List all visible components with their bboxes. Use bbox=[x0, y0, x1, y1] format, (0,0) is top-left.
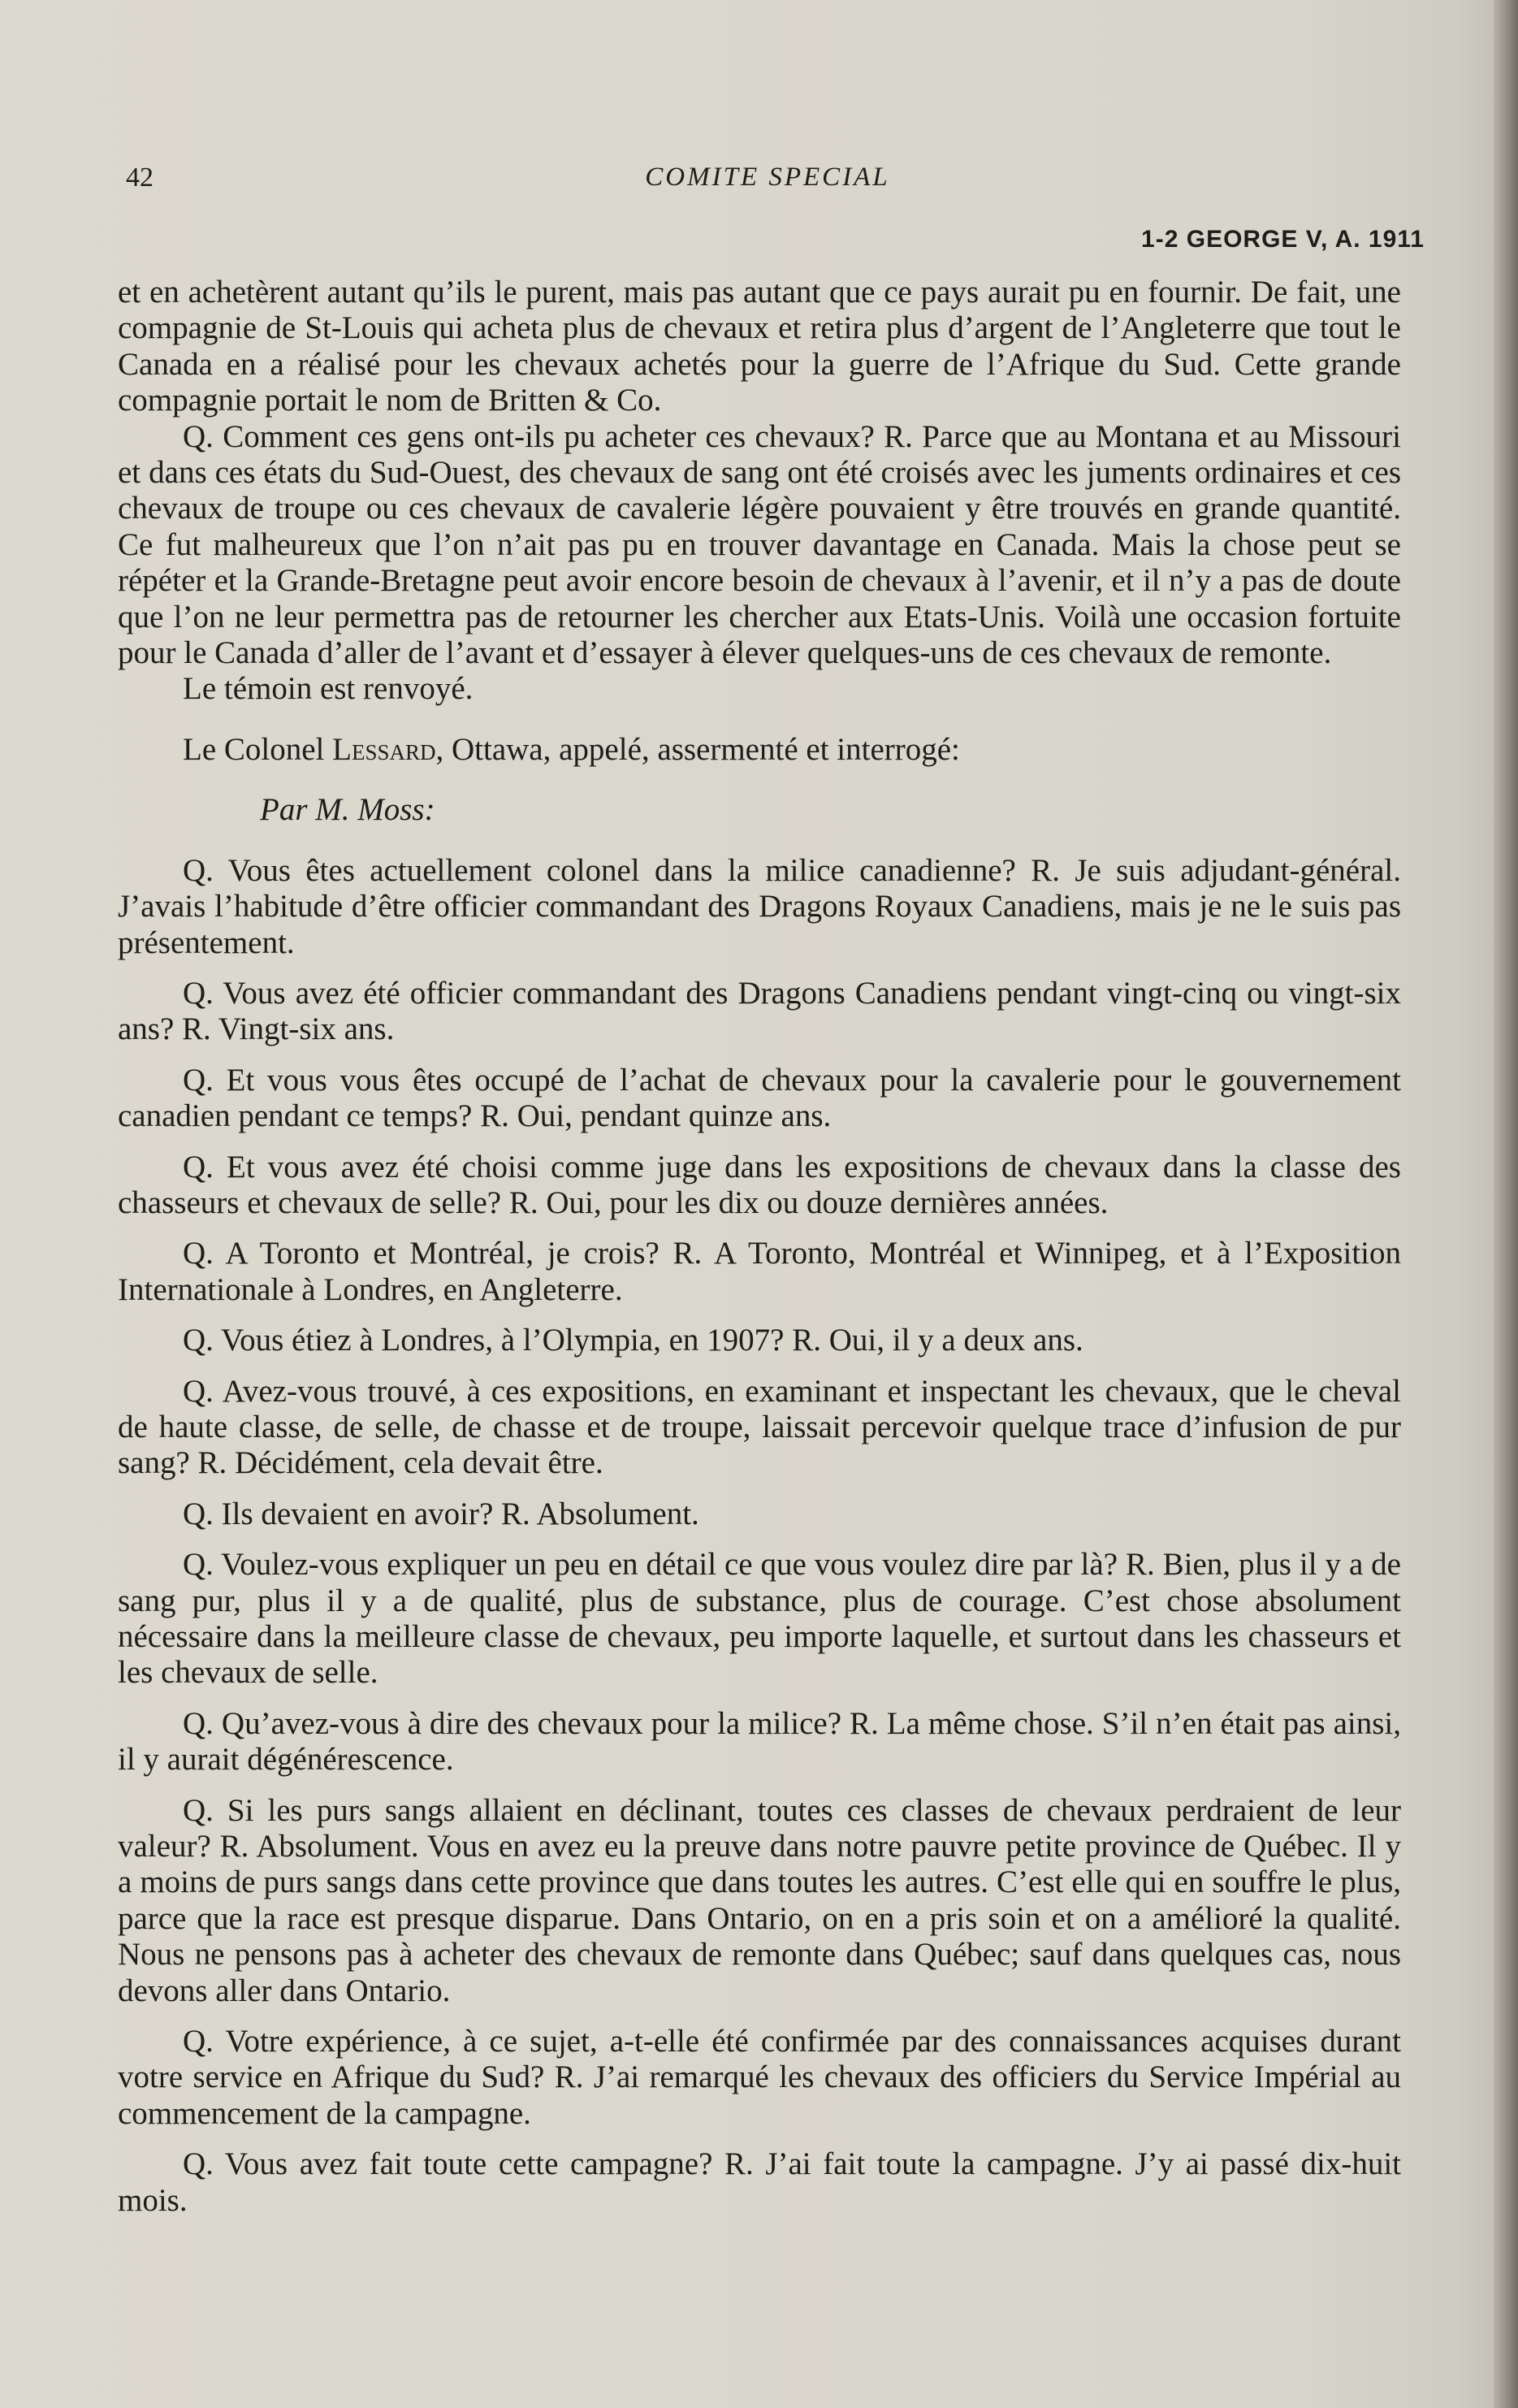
witness-prefix: Le Colonel bbox=[183, 731, 325, 767]
qa-paragraph: Q. Avez-vous trouvé, à ces expositions, en examinant et inspectant les chevaux, que le cheval de haute classe, de selle, de chasse et de troupe, laissait percevoir quelque trace d’infusion de pur sang? R. Décidément, cela devait être. bbox=[118, 1373, 1401, 1481]
qa-paragraph: Q. Qu’avez-vous à dire des chevaux pour la milice? R. La même chose. S’il n’en était pas ainsi, il y aurait dégénérescence. bbox=[118, 1705, 1401, 1778]
qa-paragraph: Q. Et vous vous êtes occupé de l’achat de chevaux pour la cavalerie pour le gouvernement canadien pendant ce temps? R. Oui, pendant quinze ans. bbox=[118, 1062, 1401, 1134]
section-title: COMITE SPECIAL bbox=[645, 162, 890, 192]
witness-name: Lessard bbox=[332, 731, 436, 767]
qa-paragraph: Q. Votre expérience, à ce sujet, a-t-elle été confirmée par des connaissances acquises durant votre service en Afrique du Sud? R. J’ai remarqué les chevaux des officiers du Service Impérial au commencement de la campagne. bbox=[118, 2024, 1401, 2131]
session-label: 1-2 GEORGE V, A. 1911 bbox=[1141, 226, 1425, 253]
qa-paragraph: Q. Et vous avez été choisi comme juge dans les expositions de chevaux dans la classe des chasseurs et chevaux de selle? R. Oui, pour les dix ou douze dernières années. bbox=[118, 1149, 1401, 1220]
qa-paragraph: Q. Vous étiez à Londres, à l’Olympia, en 1907? R. Oui, il y a deux ans. bbox=[183, 1323, 1083, 1358]
qa-paragraph: Q. Voulez-vous expliquer un peu en détail ce que vous voulez dire par là? R. Bien, plus il y a de sang pur, plus il y a de qualité, plus de substance, plus de courage. C’est chose absolument nécessaire dans la meilleure classe de chevaux, peu importe laquelle, et surtout dans les chasseurs et les chevaux de selle. bbox=[118, 1547, 1401, 1691]
interrogator-heading: Par M. Moss: bbox=[260, 792, 435, 828]
running-head bbox=[126, 162, 1409, 203]
qa-paragraph: Q. A Toronto et Montréal, je crois? R. A Toronto, Montréal et Winnipeg, et à l’Exposition Internationale à Londres, en Angleterre. bbox=[118, 1236, 1401, 1307]
qa-paragraph: Q. Ils devaient en avoir? R. Absolument. bbox=[183, 1496, 699, 1531]
qa-paragraph: Q. Vous avez fait toute cette campagne? R. J’ai fait toute la campagne. J’y ai passé dix-huit mois. bbox=[118, 2146, 1401, 2218]
book-spine-shadow bbox=[1494, 0, 1518, 2408]
witness-dismissed: Le témoin est renvoyé. bbox=[183, 671, 474, 707]
page-number: 42 bbox=[126, 162, 154, 193]
witness-intro bbox=[118, 732, 1401, 768]
qa-paragraph: Q. Vous avez été officier commandant des Dragons Canadiens pendant vingt-cinq ou vingt-six ans? R. Vingt-six ans. bbox=[118, 975, 1401, 1047]
qa-paragraph: Q. Vous êtes actuellement colonel dans la milice canadienne? R. Je suis adjudant-général. J’avais l’habitude d’être officier commandant des Dragons Royaux Canadiens, mais je ne le suis pas présentement. bbox=[118, 852, 1401, 960]
qa-paragraph: Q. Si les purs sangs allaient en déclinant, toutes ces classes de chevaux perdraient de leur valeur? R. Absolument. Vous en avez eu la preuve dans notre pauvre petite province de Québec. Il y a moins de purs sangs dans cette province que dans toutes les autres. C’est elle qui en souffre le plus, parce que la race est presque disparue. Dans Ontario, on en a pris soin et on a amélioré la qualité. Nous ne pensons pas à acheter des chevaux de remonte dans Québec; sauf dans quelques cas, nous devons aller dans Ontario. bbox=[118, 1792, 1401, 2008]
body-text bbox=[118, 275, 1401, 2219]
paragraph-qa-intro: Q. Comment ces gens ont-ils pu acheter ces chevaux? R. Parce que au Montana et au Missouri et dans ces états du Sud-Ouest, des chevaux de sang ont été croisés avec les juments ordinaires et ces chevaux de troupe ou ces chevaux de cavalerie légère pouvaient y être trouvés en grande quantité. Ce fut malheureux que l’on n’ait pas pu en trouver davantage en Canada. Mais la chose peut se répéter et la Grande-Bretagne peut avoir encore besoin de chevaux à l’avenir, et il n’y a pas de doute que l’on ne leur permettra pas de retourner les chercher aux Etats-Unis. Voilà une occasion fortuite pour le Canada d’aller de l’avant et d’essayer à élever quelques-uns de ces chevaux de remonte. bbox=[118, 418, 1401, 671]
witness-suffix: , Ottawa, appelé, assermenté et interrogé: bbox=[435, 731, 960, 767]
paragraph-continuation: et en achetèrent autant qu’ils le purent, mais pas autant que ce pays aurait pu en fournir. De fait, une compagnie de St-Louis qui acheta plus de chevaux et retira plus d’argent de l’Angleterre que tout le Canada en a réalisé pour les chevaux achetés pour la guerre de l’Afrique du Sud. Cette grande compagnie portait le nom de Britten & Co. bbox=[118, 275, 1401, 418]
